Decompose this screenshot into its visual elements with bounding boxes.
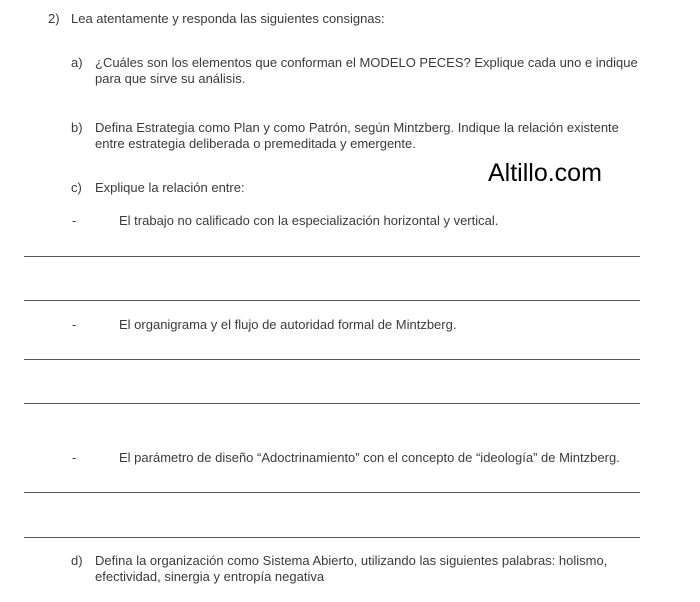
answer-line[interactable] (24, 256, 640, 257)
item-c-line1: Explique la relación entre: (95, 180, 245, 195)
item-c-marker: c) (71, 180, 82, 195)
answer-line[interactable] (24, 537, 640, 538)
item-d-line1: Defina la organización como Sistema Abierto, utilizando las siguientes palabras: holismo, (95, 553, 608, 568)
answer-line[interactable] (24, 300, 640, 301)
question-intro: Lea atentamente y responda las siguientes consignas: (71, 11, 385, 26)
answer-line[interactable] (24, 359, 640, 360)
item-d-line2: efectividad, sinergia y entropía negativa (95, 569, 325, 584)
bullet-2-text: El organigrama y el flujo de autoridad formal de Mintzberg. (119, 317, 457, 332)
bullet-1-text: El trabajo no calificado con la especialización horizontal y vertical. (119, 213, 499, 228)
item-b-line2: entre estrategia deliberada o premeditada y emergente. (95, 136, 416, 151)
altillo-watermark: Altillo.com (488, 159, 602, 187)
item-d-marker: d) (71, 553, 83, 568)
item-a-line1: ¿Cuáles son los elementos que conforman el MODELO PECES? Explique cada uno e indique (95, 55, 638, 70)
item-b-marker: b) (71, 120, 83, 135)
bullet-2-marker: - (72, 317, 77, 332)
item-a-marker: a) (71, 55, 83, 70)
answer-line[interactable] (24, 492, 640, 493)
item-b-line1: Defina Estrategia como Plan y como Patrón, según Mintzberg. Indique la relación existente (95, 120, 619, 135)
bullet-1-marker: - (72, 213, 77, 228)
item-a-line2: para que sirve su análisis. (95, 71, 246, 86)
question-number: 2) (48, 11, 60, 26)
answer-line[interactable] (24, 403, 640, 404)
bullet-3-marker: - (72, 450, 77, 465)
bullet-3-text: El parámetro de diseño “Adoctrinamiento” con el concepto de “ideología” de Mintzberg. (119, 450, 620, 465)
